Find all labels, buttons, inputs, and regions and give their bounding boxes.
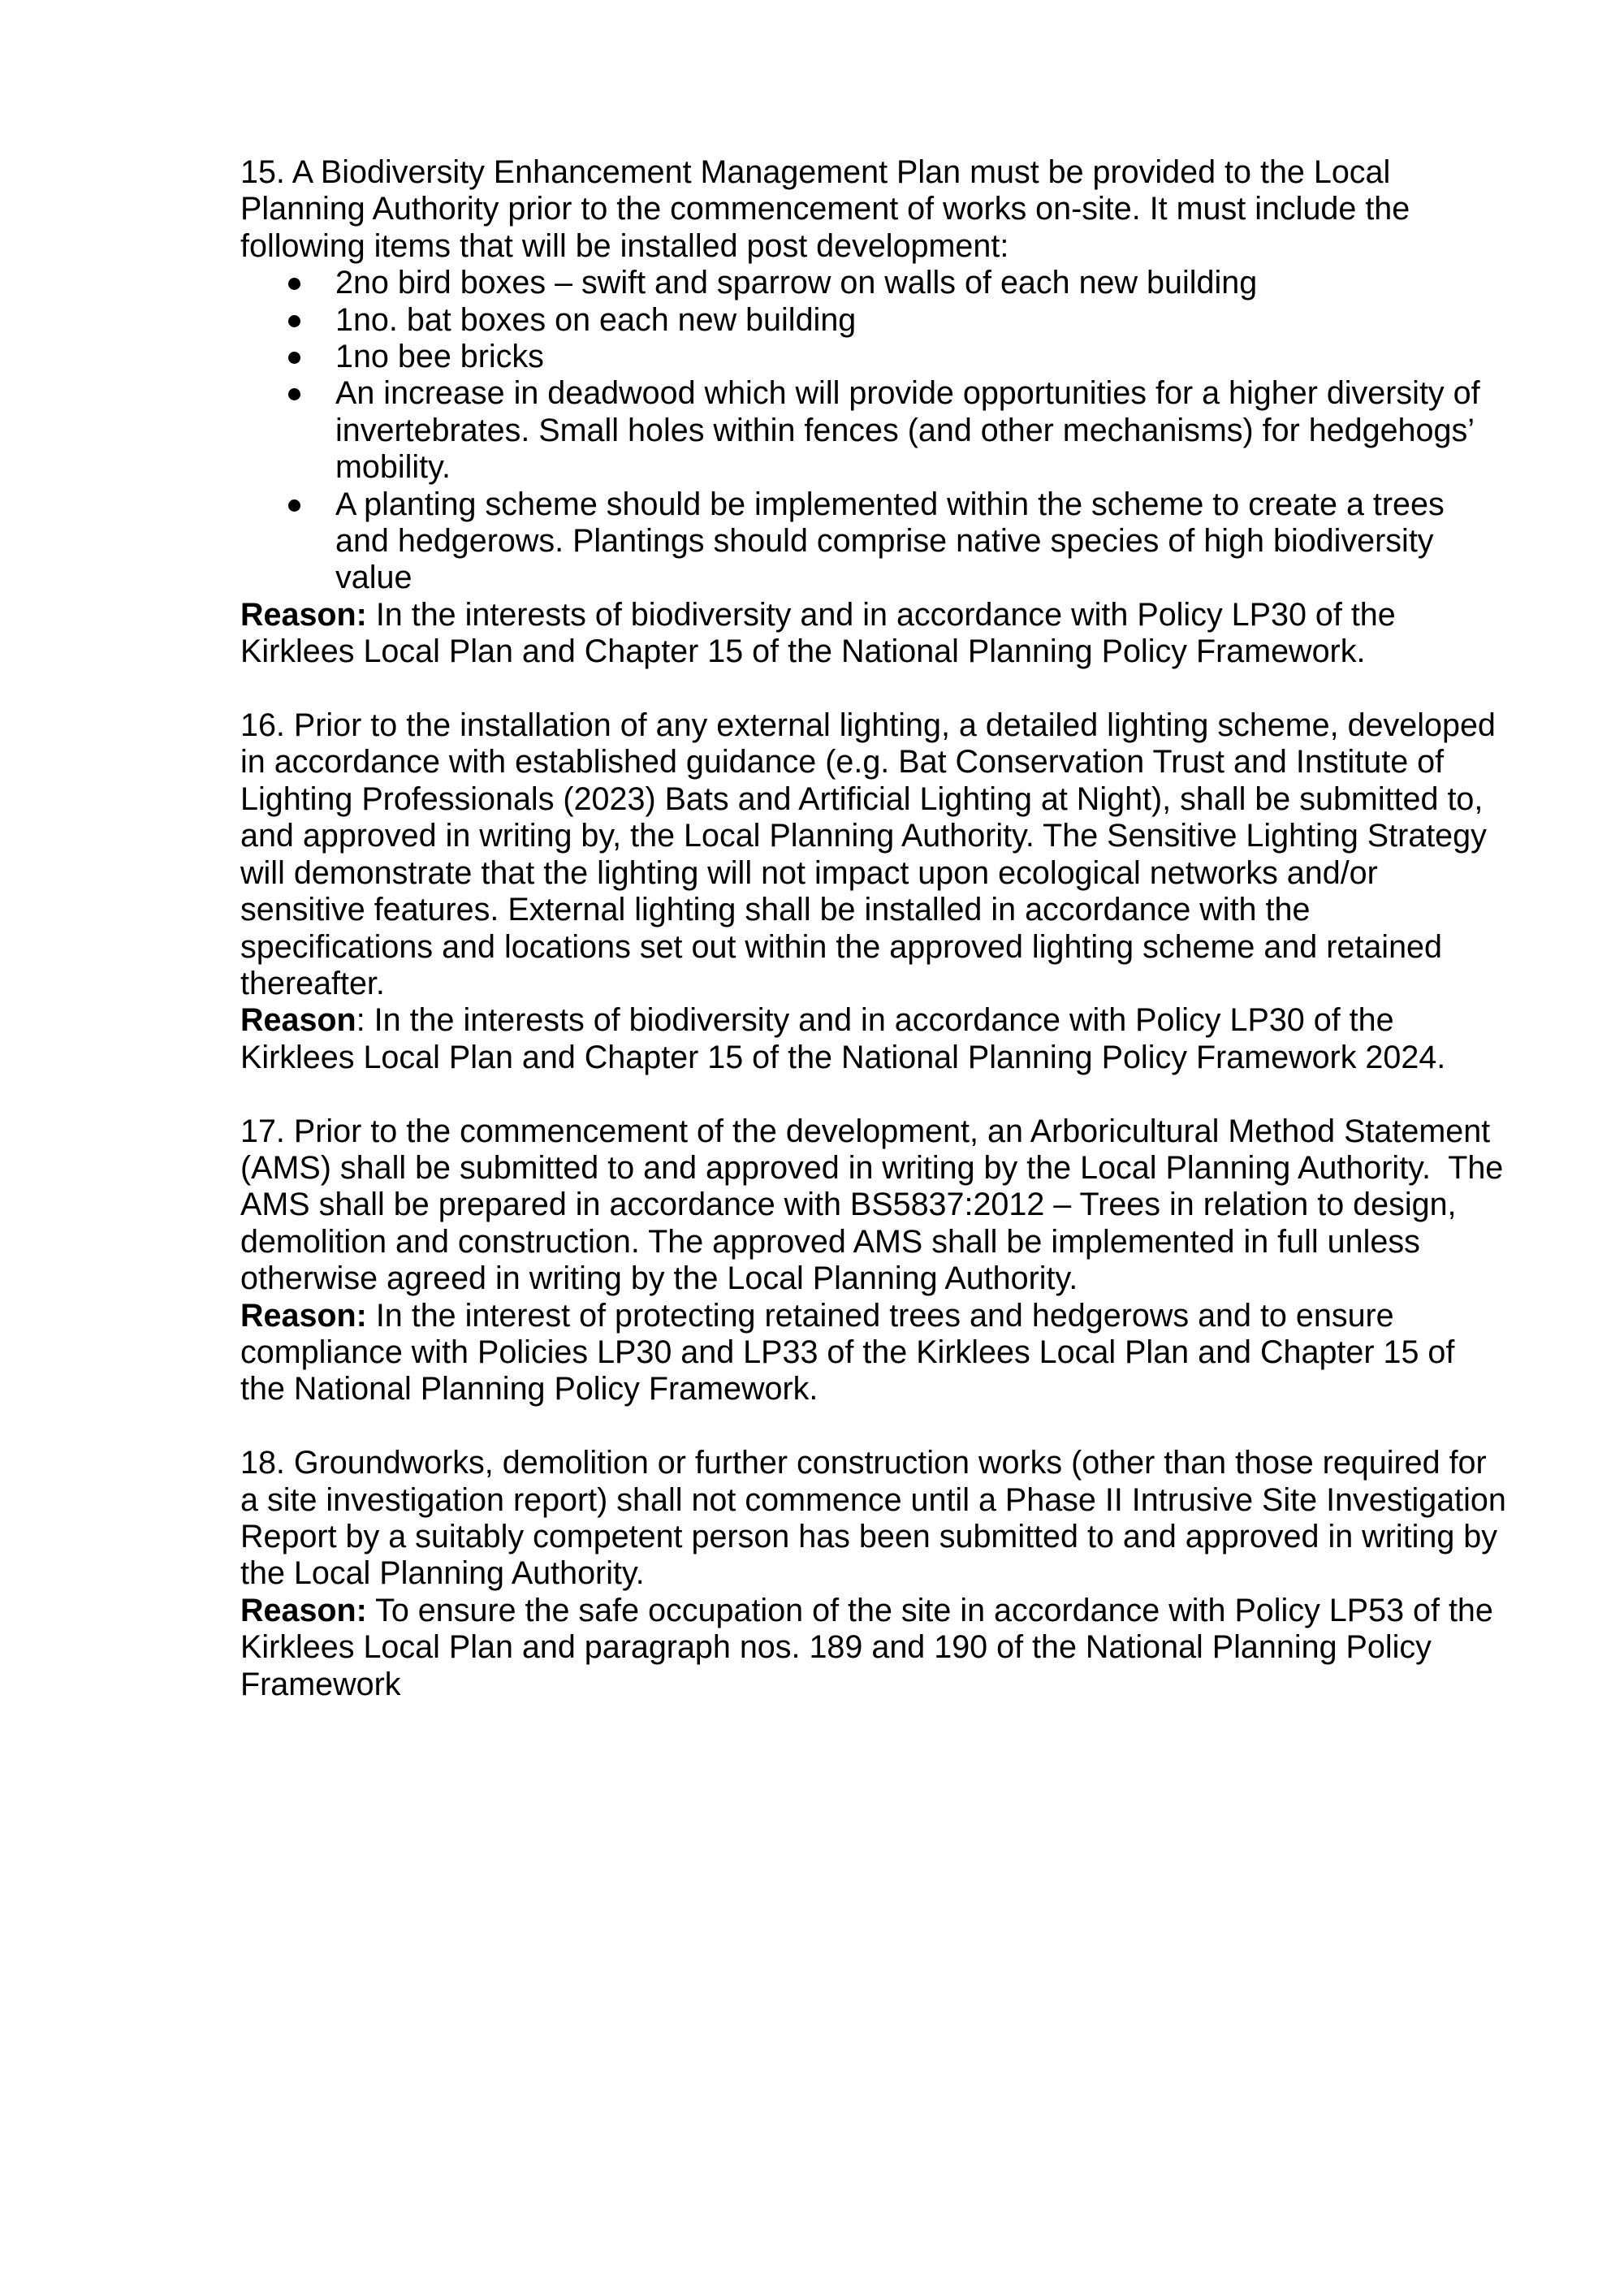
reason-text: In the interest of protecting retained trees and hedgerows and to ensure compliance with Policies LP30 and LP33 of the Kirklees Local Plan and Chapter 15 of the National Planning Policy Framework. (240, 1297, 1455, 1407)
condition-body (240, 707, 1507, 1002)
reason-text: To ensure the safe occupation of the site in accordance with Policy LP53 of the Kirklees Local Plan and paragraph nos. 189 and 190 of the National Planning Policy Framework (240, 1592, 1493, 1702)
reason-paragraph (240, 1593, 1507, 1703)
condition-body (240, 1445, 1507, 1593)
bullet-icon (288, 499, 300, 512)
bullet-icon (288, 315, 300, 327)
condition-16 (240, 707, 1507, 1076)
list-item-text: 1no. bat boxes on each new building (335, 301, 857, 338)
condition-text: Groundworks, demolition or further construction works (other than those required for a site investigation report) shall not commence until a Phase II Intrusive Site Investigation Report by a suitably competent person has been submitted to and approved in writing by the Local Planning Authority. (240, 1445, 1506, 1592)
condition-text: A Biodiversity Enhancement Management Plan must be provided to the Local Planning Authority prior to the commencement of works on-site. It must include the following items that will be installed post development: (240, 154, 1410, 264)
reason-text: In the interests of biodiversity and in accordance with Policy LP30 of the Kirklees Local Plan and Chapter 15 of the National Planning Policy Framework 2024. (240, 1002, 1446, 1075)
enhancement-items-list (240, 265, 1507, 597)
bullet-icon (288, 278, 300, 290)
list-item (240, 265, 1507, 301)
list-item-text: 2no bird boxes – swift and sparrow on walls of each new building (335, 265, 1258, 301)
document-page (240, 154, 1507, 1740)
reason-paragraph (240, 1002, 1507, 1076)
condition-number: 15. (240, 154, 285, 190)
list-item-text: 1no bee bricks (335, 339, 544, 375)
condition-15 (240, 154, 1507, 671)
bullet-icon (288, 388, 300, 400)
list-item (240, 486, 1507, 597)
reason-paragraph (240, 597, 1507, 671)
reason-label: Reason: (240, 1297, 367, 1334)
reason-label: Reason (240, 1002, 356, 1039)
reason-text: In the interests of biodiversity and in accordance with Policy LP30 of the Kirklees Local Plan and Chapter 15 of the National Planning Policy Framework. (240, 596, 1396, 670)
reason-colon: : (356, 1002, 365, 1039)
condition-body (240, 154, 1507, 265)
condition-number: 18. (240, 1445, 285, 1481)
list-item (240, 302, 1507, 339)
bullet-icon (288, 352, 300, 364)
condition-18 (240, 1445, 1507, 1703)
condition-17 (240, 1113, 1507, 1408)
list-item (240, 375, 1507, 486)
condition-text: Prior to the installation of any external lighting, a detailed lighting scheme, developed in accordance with established guidance (e.g. Bat Conservation Trust and Institute of Lighting Professionals (2023) Bats and Artificial Lighting at Night), shall be submitted to, and approved in writing by, the Local Planning Authority. The Sensitive Lighting Strategy will demonstrate that the lighting will not impact upon ecological networks and/or sensitive features. External lighting shall be installed in accordance with the specifications and locations set out within the approved lighting scheme and retained thereafter. (240, 707, 1496, 1001)
condition-number: 17. (240, 1113, 285, 1149)
list-item-text: A planting scheme should be implemented within the scheme to create a trees and hedgerows. Plantings should comprise native species of high biodiversity value (335, 486, 1445, 596)
list-item-text: An increase in deadwood which will provide opportunities for a higher diversity of invertebrates. Small holes within fences (and other mechanisms) for hedgehogs’ mobility. (335, 375, 1480, 486)
condition-body (240, 1113, 1507, 1298)
condition-text: Prior to the commencement of the development, an Arboricultural Method Statement (AMS) shall be submitted to and approved in writing by the Local Planning Authority. The AMS shall be prepared in accordance with BS5837:2012 – Trees in relation to design, demolition and construction. The approved AMS shall be implemented in full unless otherwise agreed in writing by the Local Planning Authority. (240, 1113, 1504, 1297)
reason-paragraph (240, 1298, 1507, 1408)
reason-label: Reason: (240, 1592, 367, 1628)
condition-number: 16. (240, 707, 285, 744)
list-item (240, 339, 1507, 375)
reason-label: Reason: (240, 596, 367, 633)
